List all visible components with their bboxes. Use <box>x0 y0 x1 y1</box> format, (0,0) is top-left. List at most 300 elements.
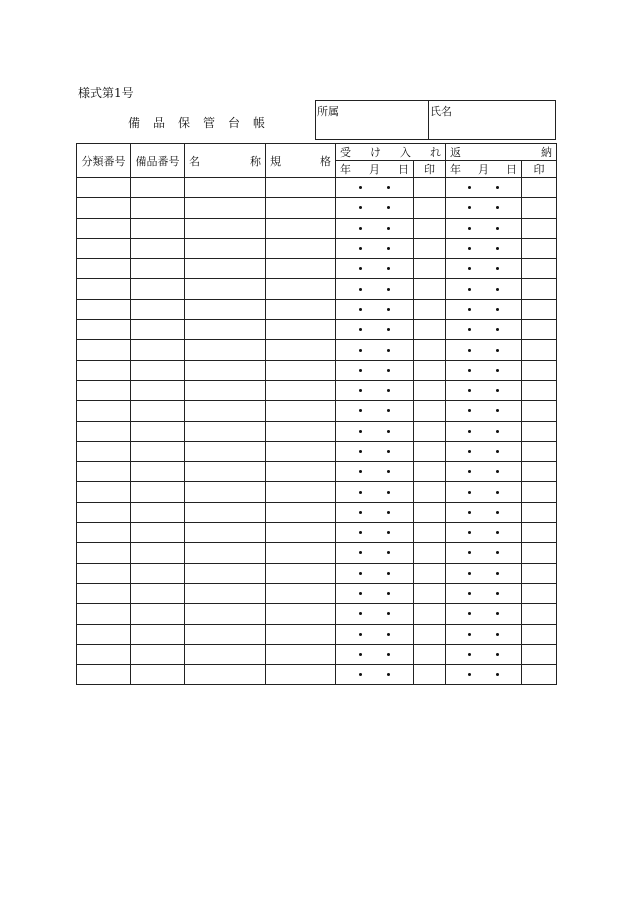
returned-date-cell[interactable] <box>446 380 522 400</box>
returned-date-cell[interactable] <box>446 299 522 319</box>
table-row <box>77 563 557 583</box>
col-name-char-2: 称 <box>250 154 261 168</box>
received-seal-cell[interactable] <box>414 502 446 522</box>
date-separator-dot <box>387 531 390 534</box>
returned-seal-cell[interactable] <box>522 218 557 238</box>
returned-date-cell[interactable] <box>446 340 522 360</box>
spec-cell[interactable] <box>266 279 336 299</box>
spec-cell[interactable] <box>266 604 336 624</box>
name-cell[interactable] <box>185 340 266 360</box>
received-seal-cell[interactable] <box>414 482 446 502</box>
category-number-cell[interactable] <box>77 279 131 299</box>
received-date-cell[interactable] <box>336 665 414 685</box>
col-received-char-3: 入 <box>400 146 411 159</box>
name-cell[interactable] <box>185 583 266 603</box>
table-row <box>77 482 557 502</box>
col-received-char-1: 受 <box>340 146 351 159</box>
received-date-cell[interactable] <box>336 360 414 380</box>
date-separator-dot <box>496 653 499 656</box>
received-seal-cell[interactable] <box>414 563 446 583</box>
date-separators <box>336 409 413 412</box>
date-separator-dot <box>496 369 499 372</box>
date-separator-dot <box>387 491 390 494</box>
spec-cell[interactable] <box>266 340 336 360</box>
received-seal-cell[interactable] <box>414 340 446 360</box>
ledger-title: 備品保管台帳 <box>128 116 279 130</box>
date-separator-dot <box>387 206 390 209</box>
received-seal-cell[interactable] <box>414 604 446 624</box>
received-date-cell[interactable] <box>336 178 414 198</box>
date-separator-dot <box>359 470 362 473</box>
category-number-cell[interactable] <box>77 360 131 380</box>
received-seal-cell[interactable] <box>414 401 446 421</box>
name-cell[interactable] <box>185 360 266 380</box>
date-separator-dot <box>359 592 362 595</box>
received-date-cell[interactable] <box>336 421 414 441</box>
date-separator-dot <box>359 308 362 311</box>
name-cell[interactable] <box>185 299 266 319</box>
returned-seal-cell[interactable] <box>522 441 557 461</box>
spec-cell[interactable] <box>266 583 336 603</box>
table-row <box>77 360 557 380</box>
received-seal-cell[interactable] <box>414 624 446 644</box>
ledger-table <box>76 143 557 685</box>
col-item-number: 備品番号 <box>131 144 185 178</box>
returned-date-cell[interactable] <box>446 421 522 441</box>
date-separators <box>446 288 521 291</box>
returned-date-cell[interactable] <box>446 482 522 502</box>
table-row <box>77 380 557 400</box>
date-separator-dot <box>468 328 471 331</box>
item-number-cell[interactable] <box>131 238 185 258</box>
returned-seal-cell[interactable] <box>522 178 557 198</box>
returned-seal-cell[interactable] <box>522 665 557 685</box>
received-date-cell[interactable] <box>336 624 414 644</box>
received-date-cell[interactable] <box>336 380 414 400</box>
received-date-cell[interactable] <box>336 279 414 299</box>
date-separators <box>446 531 521 534</box>
category-number-cell[interactable] <box>77 320 131 340</box>
date-separator-dot <box>496 450 499 453</box>
name-cell[interactable] <box>185 665 266 685</box>
date-separators <box>336 186 413 189</box>
returned-date-cell[interactable] <box>446 644 522 664</box>
date-separator-dot <box>468 369 471 372</box>
date-separators <box>446 409 521 412</box>
received-date-cell[interactable] <box>336 462 414 482</box>
spec-cell[interactable] <box>266 320 336 340</box>
category-number-cell[interactable] <box>77 543 131 563</box>
spec-cell[interactable] <box>266 502 336 522</box>
returned-seal-cell[interactable] <box>522 482 557 502</box>
spec-cell[interactable] <box>266 624 336 644</box>
returned-seal-cell[interactable] <box>522 299 557 319</box>
received-seal-cell[interactable] <box>414 178 446 198</box>
returned-seal-cell[interactable] <box>522 644 557 664</box>
date-separator-dot <box>468 572 471 575</box>
returned-date-cell[interactable] <box>446 441 522 461</box>
category-number-cell[interactable] <box>77 624 131 644</box>
received-seal-cell[interactable] <box>414 523 446 543</box>
name-cell[interactable] <box>185 462 266 482</box>
item-number-cell[interactable] <box>131 482 185 502</box>
item-number-cell[interactable] <box>131 380 185 400</box>
date-separators <box>336 430 413 433</box>
date-separators <box>446 247 521 250</box>
date-separator-dot <box>387 186 390 189</box>
spec-cell[interactable] <box>266 259 336 279</box>
date-separator-dot <box>496 328 499 331</box>
returned-seal-cell[interactable] <box>522 340 557 360</box>
spec-cell[interactable] <box>266 360 336 380</box>
date-separator-dot <box>387 470 390 473</box>
received-date-cell[interactable] <box>336 543 414 563</box>
col-returned <box>446 144 557 161</box>
col-spec-char-1: 規 <box>270 154 281 168</box>
returned-seal-cell[interactable] <box>522 238 557 258</box>
returned-date-cell[interactable] <box>446 401 522 421</box>
name-cell[interactable] <box>185 502 266 522</box>
table-row <box>77 218 557 238</box>
category-number-cell[interactable] <box>77 299 131 319</box>
date-separator-dot <box>387 430 390 433</box>
category-number-cell[interactable] <box>77 380 131 400</box>
returned-seal-cell[interactable] <box>522 360 557 380</box>
returned-date-cell[interactable] <box>446 665 522 685</box>
date-separator-dot <box>496 491 499 494</box>
item-number-cell[interactable] <box>131 441 185 461</box>
category-number-cell[interactable] <box>77 218 131 238</box>
spec-cell[interactable] <box>266 441 336 461</box>
name-cell[interactable] <box>185 198 266 218</box>
name-cell[interactable] <box>185 482 266 502</box>
returned-seal-cell[interactable] <box>522 523 557 543</box>
received-date-cell[interactable] <box>336 502 414 522</box>
spec-cell[interactable] <box>266 462 336 482</box>
date-separator-dot <box>468 206 471 209</box>
name-cell[interactable] <box>185 441 266 461</box>
name-field[interactable] <box>429 101 555 139</box>
item-number-cell[interactable] <box>131 543 185 563</box>
table-row <box>77 583 557 603</box>
date-separator-dot <box>496 267 499 270</box>
category-number-cell[interactable] <box>77 178 131 198</box>
date-separators <box>336 349 413 352</box>
category-number-cell[interactable] <box>77 238 131 258</box>
col-received-char-2: け <box>370 146 381 159</box>
received-date-cell[interactable] <box>336 523 414 543</box>
table-row <box>77 178 557 198</box>
received-date-cell[interactable] <box>336 320 414 340</box>
name-cell[interactable] <box>185 543 266 563</box>
date-separator-dot <box>468 389 471 392</box>
date-separators <box>336 673 413 676</box>
date-separators <box>446 186 521 189</box>
date-separator-dot <box>359 430 362 433</box>
item-number-cell[interactable] <box>131 665 185 685</box>
spec-cell[interactable] <box>266 198 336 218</box>
received-date-cell[interactable] <box>336 401 414 421</box>
returned-date-cell[interactable] <box>446 624 522 644</box>
item-number-cell[interactable] <box>131 502 185 522</box>
received-seal-cell[interactable] <box>414 360 446 380</box>
date-separator-dot <box>468 470 471 473</box>
name-cell[interactable] <box>185 238 266 258</box>
date-separators <box>336 450 413 453</box>
date-separator-dot <box>468 450 471 453</box>
item-number-cell[interactable] <box>131 198 185 218</box>
category-number-cell[interactable] <box>77 198 131 218</box>
item-number-cell[interactable] <box>131 644 185 664</box>
date-separators <box>336 572 413 575</box>
spec-cell[interactable] <box>266 665 336 685</box>
received-seal-cell[interactable] <box>414 644 446 664</box>
item-number-cell[interactable] <box>131 340 185 360</box>
date-separator-dot <box>468 531 471 534</box>
received-date-cell[interactable] <box>336 563 414 583</box>
affiliation-field[interactable] <box>316 101 429 139</box>
item-number-cell[interactable] <box>131 218 185 238</box>
spec-cell[interactable] <box>266 482 336 502</box>
returned-date-cell[interactable] <box>446 543 522 563</box>
received-date-cell[interactable] <box>336 604 414 624</box>
category-number-cell[interactable] <box>77 523 131 543</box>
date-separator-dot <box>468 267 471 270</box>
returned-date-cell[interactable] <box>446 198 522 218</box>
date-separator-dot <box>496 470 499 473</box>
name-cell[interactable] <box>185 604 266 624</box>
received-date-cell[interactable] <box>336 238 414 258</box>
received-seal-cell[interactable] <box>414 583 446 603</box>
spec-cell[interactable] <box>266 178 336 198</box>
returned-date-cell[interactable] <box>446 583 522 603</box>
returned-seal-cell[interactable] <box>522 563 557 583</box>
received-seal-cell[interactable] <box>414 279 446 299</box>
returned-seal-cell[interactable] <box>522 259 557 279</box>
date-separator-dot <box>359 328 362 331</box>
item-number-cell[interactable] <box>131 360 185 380</box>
date-separators <box>446 267 521 270</box>
affiliation-label: 所属 <box>317 105 339 118</box>
category-number-cell[interactable] <box>77 604 131 624</box>
category-number-cell[interactable] <box>77 340 131 360</box>
received-seal-cell[interactable] <box>414 380 446 400</box>
date-separator-dot <box>387 267 390 270</box>
returned-date-cell[interactable] <box>446 218 522 238</box>
received-date-cell[interactable] <box>336 583 414 603</box>
name-cell[interactable] <box>185 259 266 279</box>
date-separators <box>336 612 413 615</box>
item-number-cell[interactable] <box>131 259 185 279</box>
returned-date-cell[interactable] <box>446 259 522 279</box>
table-row <box>77 644 557 664</box>
table-row <box>77 259 557 279</box>
returned-seal-cell[interactable] <box>522 421 557 441</box>
received-seal-cell[interactable] <box>414 198 446 218</box>
item-number-cell[interactable] <box>131 604 185 624</box>
returned-date-cell[interactable] <box>446 178 522 198</box>
received-seal-cell[interactable] <box>414 320 446 340</box>
returned-seal-cell[interactable] <box>522 198 557 218</box>
date-separators <box>336 227 413 230</box>
col-returned-year: 年 <box>450 163 462 176</box>
date-separators <box>336 551 413 554</box>
received-date-cell[interactable] <box>336 482 414 502</box>
date-separators <box>336 247 413 250</box>
date-separators <box>446 430 521 433</box>
returned-seal-cell[interactable] <box>522 320 557 340</box>
spec-cell[interactable] <box>266 401 336 421</box>
returned-date-cell[interactable] <box>446 279 522 299</box>
returned-seal-cell[interactable] <box>522 401 557 421</box>
category-number-cell[interactable] <box>77 583 131 603</box>
item-number-cell[interactable] <box>131 320 185 340</box>
returned-seal-cell[interactable] <box>522 462 557 482</box>
received-seal-cell[interactable] <box>414 421 446 441</box>
returned-date-cell[interactable] <box>446 563 522 583</box>
category-number-cell[interactable] <box>77 401 131 421</box>
spec-cell[interactable] <box>266 380 336 400</box>
name-cell[interactable] <box>185 320 266 340</box>
table-row <box>77 279 557 299</box>
item-number-cell[interactable] <box>131 279 185 299</box>
received-date-cell[interactable] <box>336 218 414 238</box>
date-separator-dot <box>468 491 471 494</box>
item-number-cell[interactable] <box>131 462 185 482</box>
date-separator-dot <box>468 430 471 433</box>
item-number-cell[interactable] <box>131 299 185 319</box>
item-number-cell[interactable] <box>131 624 185 644</box>
col-received-date <box>336 161 414 178</box>
date-separators <box>446 511 521 514</box>
spec-cell[interactable] <box>266 523 336 543</box>
received-seal-cell[interactable] <box>414 299 446 319</box>
received-date-cell[interactable] <box>336 441 414 461</box>
date-separator-dot <box>496 612 499 615</box>
returned-date-cell[interactable] <box>446 523 522 543</box>
category-number-cell[interactable] <box>77 259 131 279</box>
item-number-cell[interactable] <box>131 401 185 421</box>
date-separators <box>336 288 413 291</box>
returned-seal-cell[interactable] <box>522 543 557 563</box>
date-separators <box>446 369 521 372</box>
received-date-cell[interactable] <box>336 340 414 360</box>
returned-seal-cell[interactable] <box>522 380 557 400</box>
category-number-cell[interactable] <box>77 665 131 685</box>
returned-seal-cell[interactable] <box>522 279 557 299</box>
returned-date-cell[interactable] <box>446 360 522 380</box>
received-seal-cell[interactable] <box>414 462 446 482</box>
col-returned-char-1: 返 <box>450 146 462 159</box>
table-row <box>77 523 557 543</box>
returned-date-cell[interactable] <box>446 320 522 340</box>
name-cell[interactable] <box>185 523 266 543</box>
category-number-cell[interactable] <box>77 502 131 522</box>
received-date-cell[interactable] <box>336 198 414 218</box>
date-separator-dot <box>359 612 362 615</box>
category-number-cell[interactable] <box>77 482 131 502</box>
item-number-cell[interactable] <box>131 523 185 543</box>
received-seal-cell[interactable] <box>414 665 446 685</box>
name-cell[interactable] <box>185 563 266 583</box>
category-number-cell[interactable] <box>77 462 131 482</box>
date-separators <box>336 633 413 636</box>
item-number-cell[interactable] <box>131 421 185 441</box>
returned-date-cell[interactable] <box>446 238 522 258</box>
date-separator-dot <box>387 389 390 392</box>
col-returned-month: 月 <box>478 163 490 176</box>
returned-seal-cell[interactable] <box>522 502 557 522</box>
received-seal-cell[interactable] <box>414 218 446 238</box>
date-separators <box>336 653 413 656</box>
spec-cell[interactable] <box>266 644 336 664</box>
date-separator-dot <box>387 369 390 372</box>
category-number-cell[interactable] <box>77 441 131 461</box>
returned-date-cell[interactable] <box>446 502 522 522</box>
name-label: 氏名 <box>430 105 452 118</box>
received-date-cell[interactable] <box>336 644 414 664</box>
date-separators <box>446 450 521 453</box>
date-separator-dot <box>359 349 362 352</box>
date-separator-dot <box>359 288 362 291</box>
date-separators <box>446 389 521 392</box>
date-separator-dot <box>359 653 362 656</box>
spec-cell[interactable] <box>266 238 336 258</box>
returned-seal-cell[interactable] <box>522 583 557 603</box>
date-separators <box>446 206 521 209</box>
received-date-cell[interactable] <box>336 259 414 279</box>
returned-date-cell[interactable] <box>446 462 522 482</box>
spec-cell[interactable] <box>266 421 336 441</box>
received-date-cell[interactable] <box>336 299 414 319</box>
name-cell[interactable] <box>185 178 266 198</box>
name-cell[interactable] <box>185 401 266 421</box>
name-cell[interactable] <box>185 624 266 644</box>
returned-date-cell[interactable] <box>446 604 522 624</box>
name-cell[interactable] <box>185 218 266 238</box>
returned-seal-cell[interactable] <box>522 604 557 624</box>
col-received-char-4: れ <box>430 146 441 159</box>
item-number-cell[interactable] <box>131 583 185 603</box>
name-cell[interactable] <box>185 380 266 400</box>
name-cell[interactable] <box>185 421 266 441</box>
spec-cell[interactable] <box>266 563 336 583</box>
date-separator-dot <box>359 491 362 494</box>
received-seal-cell[interactable] <box>414 259 446 279</box>
date-separator-dot <box>468 288 471 291</box>
date-separator-dot <box>359 572 362 575</box>
received-seal-cell[interactable] <box>414 543 446 563</box>
category-number-cell[interactable] <box>77 644 131 664</box>
spec-cell[interactable] <box>266 543 336 563</box>
received-seal-cell[interactable] <box>414 238 446 258</box>
category-number-cell[interactable] <box>77 563 131 583</box>
date-separators <box>446 551 521 554</box>
name-cell[interactable] <box>185 644 266 664</box>
spec-cell[interactable] <box>266 299 336 319</box>
ledger-body <box>77 178 557 685</box>
item-number-cell[interactable] <box>131 563 185 583</box>
item-number-cell[interactable] <box>131 178 185 198</box>
name-cell[interactable] <box>185 279 266 299</box>
category-number-cell[interactable] <box>77 421 131 441</box>
date-separator-dot <box>468 612 471 615</box>
table-row <box>77 299 557 319</box>
received-seal-cell[interactable] <box>414 441 446 461</box>
spec-cell[interactable] <box>266 218 336 238</box>
header-row-1 <box>77 144 557 161</box>
returned-seal-cell[interactable] <box>522 624 557 644</box>
